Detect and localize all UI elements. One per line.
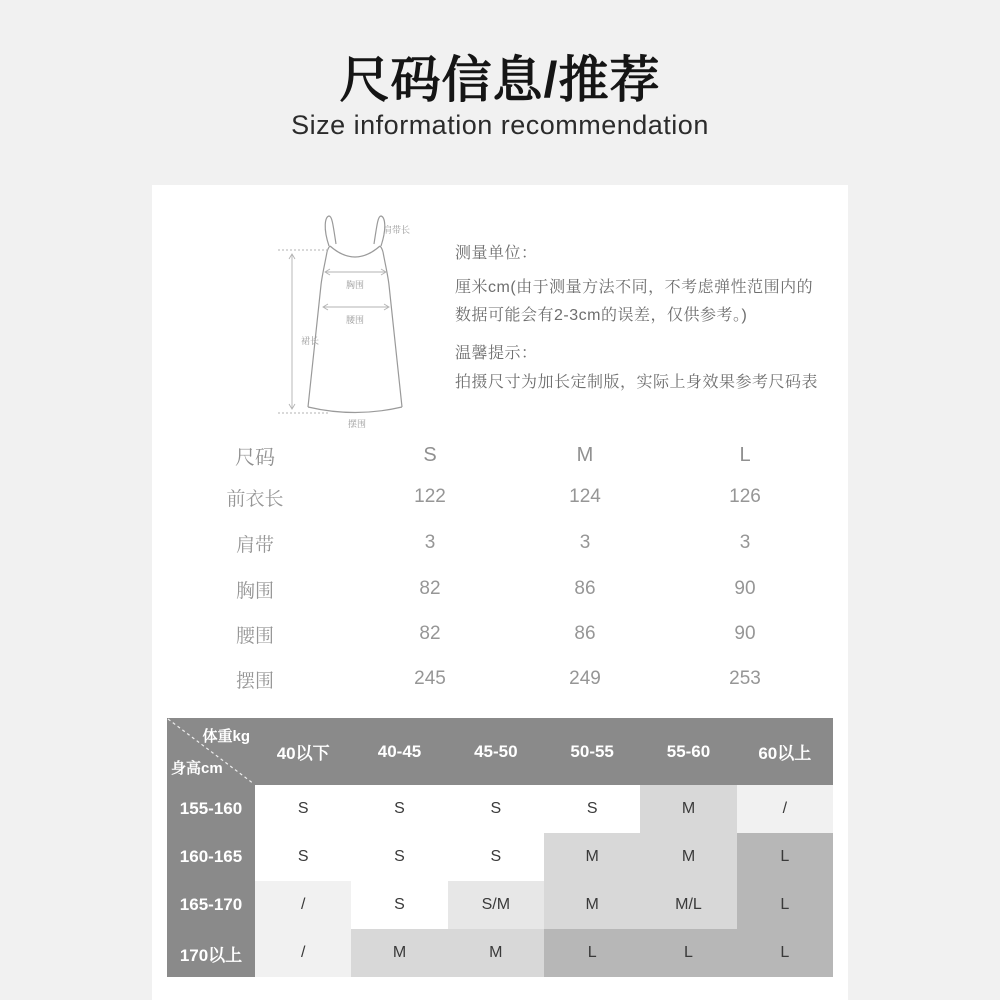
dress-measurement-diagram <box>270 210 440 430</box>
size-value-cell: 3 <box>579 532 591 553</box>
waist-label: 腰围 <box>345 315 365 325</box>
size-row-label: 前衣长 <box>226 488 284 510</box>
size-value-cell: 90 <box>734 578 756 599</box>
strap-length-label: 肩带长 <box>383 225 411 235</box>
size-value-cell: 126 <box>729 486 761 507</box>
size-table-row <box>152 481 848 513</box>
size-value-cell: 90 <box>734 623 756 644</box>
size-row-label: 肩带 <box>235 534 274 556</box>
matrix-row-label: 165-170 <box>167 881 255 929</box>
tip-title: 温馨提示： <box>455 345 538 362</box>
matrix-size-cell: / <box>737 785 833 833</box>
matrix-column-header: 40-45 <box>351 718 447 785</box>
matrix-size-cell: M <box>544 881 640 929</box>
matrix-row-label: 155-160 <box>167 785 255 833</box>
matrix-size-cell: L <box>737 833 833 881</box>
size-row-label: 腰围 <box>235 625 274 647</box>
measure-unit-line1: 厘米cm(由于测量方法不同，不考虑弹性范围内的 <box>455 279 814 296</box>
size-value-cell: 86 <box>574 623 596 644</box>
chest-label: 胸围 <box>345 280 365 290</box>
page-title: 尺码信息/推荐 <box>339 52 661 108</box>
matrix-size-cell: M <box>640 785 736 833</box>
size-value-cell: 82 <box>419 623 441 644</box>
tip-line1: 拍摄尺寸为加长定制版，实际上身效果参考尺码表 <box>455 374 819 391</box>
matrix-size-cell: / <box>255 881 351 929</box>
size-value-cell: 245 <box>414 668 446 689</box>
matrix-size-cell: S <box>448 785 544 833</box>
size-table-row <box>152 573 848 605</box>
matrix-size-cell: M <box>351 929 447 977</box>
matrix-row <box>167 881 833 929</box>
measure-unit-title: 测量单位： <box>455 245 538 262</box>
matrix-row <box>167 929 833 977</box>
matrix-size-cell: M <box>544 833 640 881</box>
matrix-size-cell: M <box>640 833 736 881</box>
weight-axis-label: 体重kg <box>202 728 250 745</box>
size-table-row <box>152 618 848 650</box>
matrix-column-header: 45-50 <box>448 718 544 785</box>
measure-unit-line2: 数据可能会有2-3cm的误差，仅供参考。) <box>455 307 748 324</box>
size-column-header: M <box>576 443 594 466</box>
size-value-cell: 124 <box>569 486 601 507</box>
matrix-size-cell: S <box>351 833 447 881</box>
matrix-size-cell: M <box>448 929 544 977</box>
size-recommendation-matrix <box>167 718 833 977</box>
matrix-size-cell: L <box>737 881 833 929</box>
matrix-size-cell: S <box>255 785 351 833</box>
measure-arrows <box>278 250 389 413</box>
matrix-row <box>167 785 833 833</box>
matrix-size-cell: L <box>640 929 736 977</box>
matrix-size-cell: S <box>544 785 640 833</box>
size-value-cell: 86 <box>574 578 596 599</box>
matrix-size-cell: S/M <box>448 881 544 929</box>
matrix-column-header: 60以上 <box>737 718 833 785</box>
matrix-row-label: 160-165 <box>167 833 255 881</box>
matrix-column-header: 55-60 <box>640 718 736 785</box>
matrix-row <box>167 833 833 881</box>
size-value-cell: 3 <box>424 532 436 553</box>
size-column-header: S <box>423 443 437 466</box>
page-subtitle: Size information recommendation <box>291 110 709 140</box>
size-row-label: 胸围 <box>235 580 274 602</box>
size-table-row <box>152 527 848 559</box>
size-value-cell: 249 <box>569 668 601 689</box>
matrix-size-cell: S <box>448 833 544 881</box>
matrix-size-cell: S <box>255 833 351 881</box>
size-table-row <box>152 663 848 695</box>
skirt-length-label: 裙长 <box>300 336 320 346</box>
matrix-size-cell: S <box>351 785 447 833</box>
height-axis-label: 身高cm <box>171 760 223 777</box>
matrix-size-cell: L <box>737 929 833 977</box>
matrix-size-cell: L <box>544 929 640 977</box>
size-value-cell: 82 <box>419 578 441 599</box>
size-value-cell: 122 <box>414 486 446 507</box>
size-value-cell: 253 <box>729 668 761 689</box>
matrix-size-cell: S <box>351 881 447 929</box>
matrix-size-cell: M/L <box>640 881 736 929</box>
matrix-header-row <box>167 718 833 785</box>
size-table-corner-header: 尺码 <box>235 446 275 469</box>
matrix-column-header: 50-55 <box>544 718 640 785</box>
size-value-cell: 3 <box>739 532 751 553</box>
size-row-label: 摆围 <box>235 670 274 692</box>
hem-label: 摆围 <box>347 419 367 429</box>
matrix-column-header: 40以下 <box>255 718 351 785</box>
matrix-corner-cell <box>167 718 255 785</box>
size-table-header-row <box>152 439 848 471</box>
matrix-size-cell: / <box>255 929 351 977</box>
matrix-row-label: 170以上 <box>167 929 255 977</box>
size-column-header: L <box>739 443 751 466</box>
